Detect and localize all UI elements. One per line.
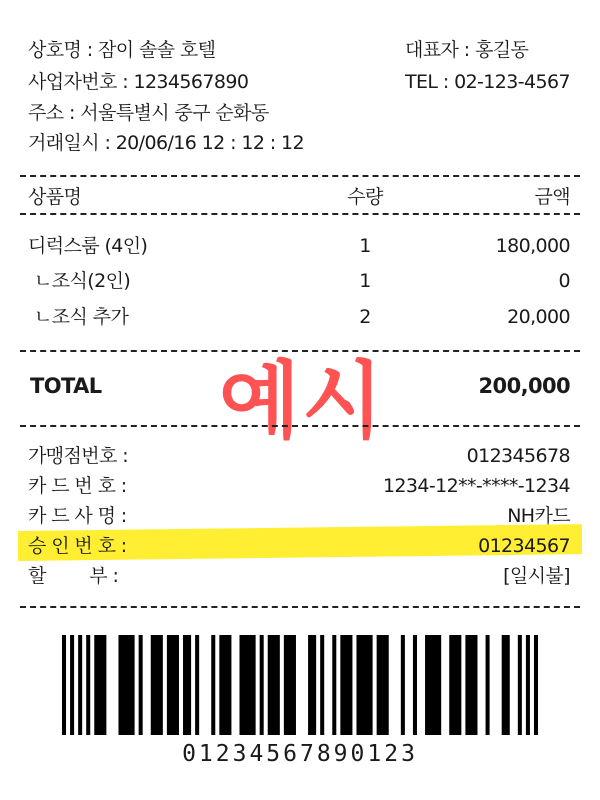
barcode-bar: [401, 635, 405, 735]
barcode-bar: [534, 635, 538, 735]
barcode-bar: [260, 635, 264, 735]
business-number: 사업자번호 : 1234567890: [28, 71, 249, 93]
barcode-bar: [356, 635, 372, 735]
barcode-bar: [239, 635, 255, 735]
barcode-number: 01234567890123: [182, 741, 418, 767]
barcode-bar: [62, 635, 66, 735]
transaction-date: 거래일시 : 20/06/16 12 : 12 : 12: [28, 132, 304, 154]
item-amount: 0: [558, 270, 570, 292]
item-amount: 20,000: [507, 306, 570, 328]
column-product: 상품명: [28, 186, 82, 208]
installment-value: [일시불]: [503, 565, 570, 587]
merchant-label: 가맹점번호 :: [28, 445, 129, 467]
barcode-bar: [332, 635, 336, 735]
item-quantity: 1: [359, 270, 371, 292]
installment-label: 할 부 :: [28, 565, 119, 587]
divider: [20, 425, 580, 427]
barcode-bar: [183, 635, 191, 735]
card-issuer-value: NH카드: [507, 505, 570, 527]
item-name: ㄴ조식(2인): [34, 270, 131, 292]
item-quantity: 2: [359, 306, 371, 328]
business-name: 상호명 : 잠이 솔솔 호텔: [28, 39, 216, 61]
barcode-bar: [211, 635, 215, 735]
barcode-bar: [308, 635, 316, 735]
barcode-bar: [449, 635, 461, 735]
telephone: TEL : 02-123-4567: [405, 71, 570, 93]
barcode-bar: [518, 635, 522, 735]
barcode-bar: [94, 635, 106, 735]
item-name: ㄴ조식 추가: [34, 306, 129, 328]
barcode-bar: [70, 635, 74, 735]
barcode-bar: [526, 635, 530, 735]
item-amount: 180,000: [495, 235, 570, 257]
card-number-value: 1234-12**-****-1234: [382, 475, 570, 497]
barcode-bar: [486, 635, 490, 735]
barcode: [62, 635, 538, 735]
barcode-bar: [139, 635, 143, 735]
address: 주소 : 서울특별시 중구 순화동: [28, 102, 269, 124]
barcode-bar: [195, 635, 199, 735]
barcode-bar: [151, 635, 163, 735]
total-value: 200,000: [478, 374, 570, 398]
sample-stamp: 예시: [218, 352, 386, 450]
barcode-bar: [167, 635, 179, 735]
column-quantity: 수량: [347, 186, 383, 208]
item-name: 디럭스룸 (4인): [28, 235, 148, 257]
divider: [20, 175, 580, 177]
item-quantity: 1: [359, 235, 371, 257]
barcode-bar: [377, 635, 389, 735]
approval-number-label: 승 인 번 호 :: [28, 535, 127, 557]
total-label: TOTAL: [30, 374, 102, 398]
merchant-value: 012345678: [466, 445, 570, 467]
barcode-bar: [118, 635, 134, 735]
barcode-bar: [268, 635, 280, 735]
barcode-bar: [340, 635, 352, 735]
barcode-bar: [284, 635, 296, 735]
barcode-bar: [465, 635, 477, 735]
barcode-bar: [78, 635, 82, 735]
barcode-bar: [219, 635, 231, 735]
card-number-label: 카 드 번 호 :: [28, 475, 127, 497]
barcode-bar: [413, 635, 417, 735]
column-amount: 금액: [534, 186, 570, 208]
representative: 대표자 : 홍길동: [405, 39, 529, 61]
divider: [20, 213, 580, 215]
approval-number-value: 01234567: [478, 535, 570, 557]
barcode-bar: [502, 635, 510, 735]
barcode-bar: [425, 635, 441, 735]
card-issuer-label: 카 드 사 명 :: [28, 505, 127, 527]
barcode-bar: [86, 635, 90, 735]
divider: [20, 606, 580, 608]
barcode-bar: [320, 635, 324, 735]
